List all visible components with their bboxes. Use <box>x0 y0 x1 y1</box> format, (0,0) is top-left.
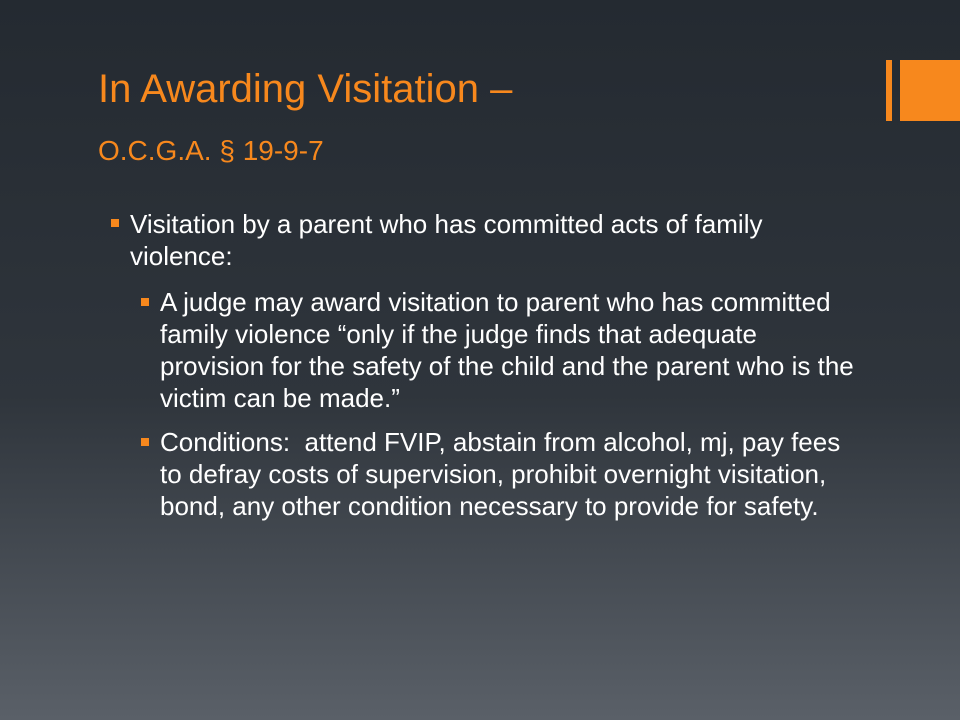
square-bullet-icon <box>141 438 149 446</box>
sub-bullet-text: A judge may award visitation to parent who has committed family violence “only if the judge finds that adequate provision for the safety of the child and the parent who is the victim can be made.” <box>160 287 854 413</box>
slide-subtitle: O.C.G.A. § 19-9-7 <box>98 135 324 166</box>
accent-bar-thin <box>886 60 892 121</box>
bullet-text: Visitation by a parent who has committed acts of family violence: <box>130 209 763 271</box>
bullet-item <box>108 208 868 272</box>
square-bullet-icon <box>111 219 119 227</box>
sub-bullet-text: Conditions: attend FVIP, abstain from alcohol, mj, pay fees to defray costs of supervision, prohibit overnight visitation, bond, any other condition necessary to provide for safety. <box>160 427 848 521</box>
sub-bullet-item <box>138 286 868 414</box>
sub-bullet-item <box>138 426 868 522</box>
accent-bar-block <box>900 60 960 121</box>
slide-body <box>108 208 868 534</box>
slide-title: In Awarding Visitation – <box>98 67 513 111</box>
square-bullet-icon <box>141 298 149 306</box>
